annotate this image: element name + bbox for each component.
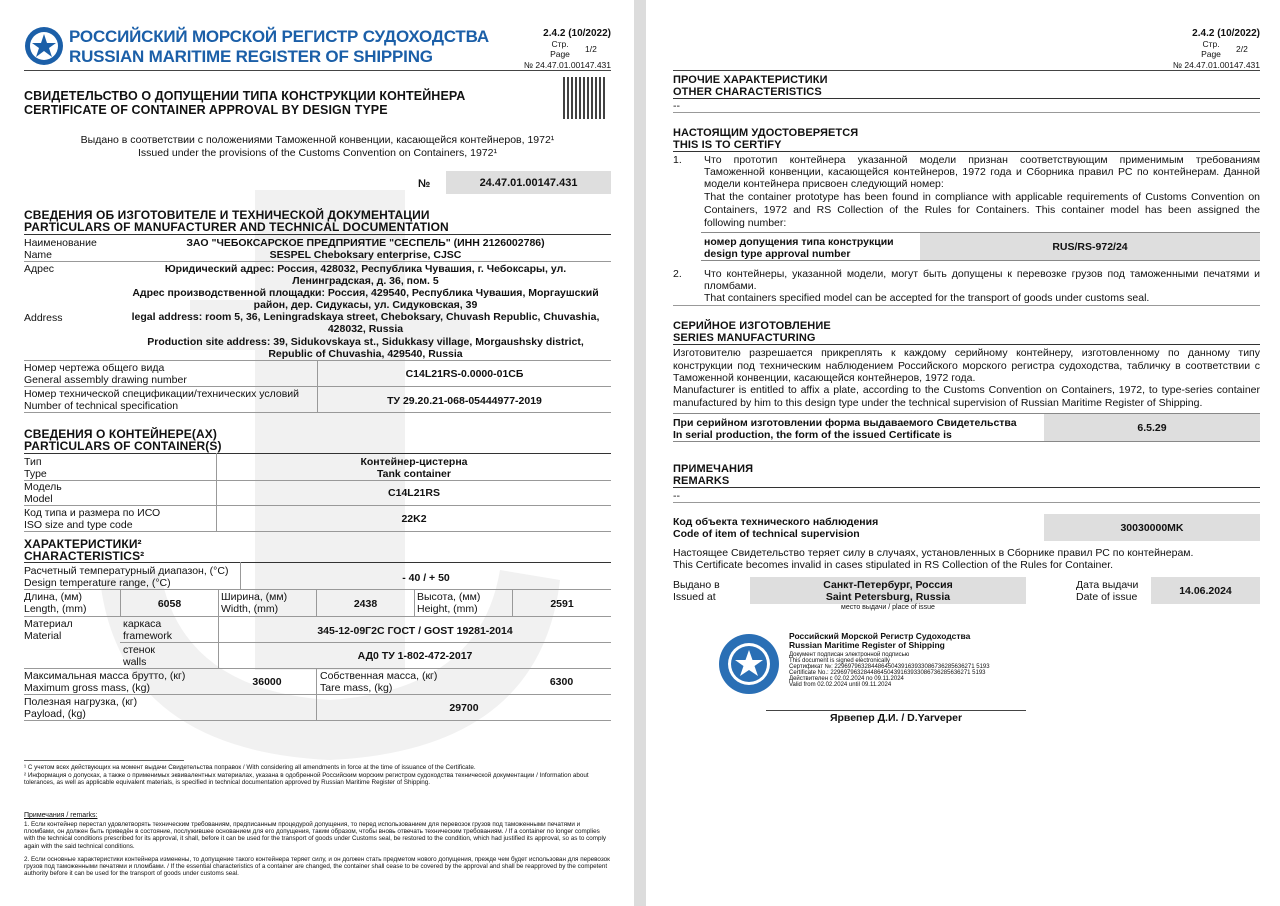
stamp-line-5: Действителен с 02.02.2024 по 09.11.2024 <box>789 676 904 682</box>
page-label-en-2: Page <box>1201 49 1221 59</box>
rs-logo-icon <box>24 26 64 66</box>
framework-label-en: framework <box>123 630 173 642</box>
length-label-ru: Длина, (мм) <box>24 591 83 603</box>
certificate-form-value: 6.5.29 <box>1137 422 1167 434</box>
manufacturer-name-ru: ЗАО "ЧЕБОКСАРСКОЕ ПРЕДПРИЯТИЕ "СЕСПЕЛЬ" (ИНН 2126002786) <box>186 237 545 249</box>
iso-value: 22K2 <box>401 513 427 525</box>
width-label-en: Width, (mm) <box>221 603 279 615</box>
number-label: № <box>418 178 431 190</box>
certificate-number: 24.47.01.00147.431 <box>479 177 578 189</box>
type-value-ru: Контейнер-цистерна <box>360 456 468 468</box>
characteristics-heading-en: CHARACTERISTICS² <box>24 549 145 563</box>
footnote-2: ² Информация о допусках, а также о применимых эквивалентных материалах, указана в одобренной Российским морским регистром судоходства технической документации / Information about tolerances, as well as applicable equivalent materials, is specified in technical documentation approved by Russian Maritime Register of Shipping. <box>24 772 589 787</box>
certify-heading-ru: НАСТОЯЩИМ УДОСТОВЕРЯЕТСЯ <box>673 127 859 139</box>
walls-label-ru: стенок <box>123 644 156 656</box>
gross-value: 36000 <box>252 676 282 688</box>
iso-label-ru: Код типа и размера по ИСО <box>24 507 161 519</box>
item-2-line-1: Что контейнеры, указанной модели, могут быть допущены к перевозке грузов под таможенными печатями и <box>704 268 1260 280</box>
item-1-line-5: Containers, 1972 and RS Collection of the Rules for Containers. This container model has been assigned the <box>704 204 1260 216</box>
stamp-line-4: Certificate No.: 229697963284486450439163933086736285636271 5193 <box>789 670 986 676</box>
item-1-line-2: Таможенной конвенции, касающейся контейнеров, 1972 года и Сборника правил РС по контейнерам. Данной <box>704 166 1260 178</box>
characteristics-heading-ru: ХАРАКТЕРИСТИКИ² <box>24 537 142 551</box>
model-label-en: Model <box>24 493 53 505</box>
drawing-number: C14L21RS-0.0000-01СБ <box>405 368 524 380</box>
gross-label-ru: Максимальная масса брутто, (кг) <box>24 670 186 682</box>
address-line-4: район, дер. Сидукасы, ул. Сидуковская, 39 <box>253 299 478 311</box>
date-label-ru: Дата выдачи <box>1076 579 1139 591</box>
spec-label-en: Number of technical specification <box>24 400 179 412</box>
form-code-2: 2.4.2 (10/2022) <box>1192 28 1260 39</box>
height-label-ru: Высота, (мм) <box>417 591 481 603</box>
issued-at-label-ru: Выдано в <box>673 579 720 591</box>
certificate-form-label-en: In serial production, the form of the issued Certificate is <box>673 429 952 441</box>
serial-heading-ru: СЕРИЙНОЕ ИЗГОТОВЛЕНИЕ <box>673 320 831 332</box>
serial-line-2: конструкции под техническим наблюдением Российского морского регистра судоходства, табличку в соответствии с <box>673 360 1260 372</box>
height-label-en: Height, (mm) <box>417 603 478 615</box>
gross-label-en: Maximum gross mass, (kg) <box>24 682 151 694</box>
width-value: 2438 <box>353 598 378 610</box>
framework-material: 345-12-09Г2С ГОСТ / GOST 19281-2014 <box>317 625 513 637</box>
address-label-ru: Адрес <box>24 263 55 275</box>
certificate-page-1 <box>0 0 634 906</box>
walls-material: АД0 ТУ 1-802-472-2017 <box>357 650 473 662</box>
remark-2: 2. Если основные характеристики контейнера изменены, то допущение такого контейнера теряет силу, и он должен стать предметом нового допущения, прежде чем будет использован для перевозок грузов под таможенными печатями и пломбами. / If the essential characteristics of a container are changed, the container shall cease to be covered by the approval and shall be reapproved by the competent authority before it can be used for the transport of goods under customs seal. <box>24 856 610 878</box>
logo-name-ru: РОССИЙСКИЙ МОРСКОЙ РЕГИСТР СУДОХОДСТВА <box>69 27 489 46</box>
payload-label-en: Payload, (kg) <box>24 708 86 720</box>
address-line-8: Republic of Chuvashia, 429540, Russia <box>268 348 463 360</box>
place-of-issue-en: Saint Petersburg, Russia <box>825 591 951 603</box>
stamp-line-3: Сертификат №: 229697963284486450439163933086736285636271 5193 <box>789 664 990 670</box>
width-label-ru: Ширина, (мм) <box>221 591 288 603</box>
address-line-5: legal address: room 5, 36, Leningradskaya street, Cheboksary, Chuvash Republic, Chuvashia, <box>131 311 600 323</box>
item-1-line-6: following number: <box>704 217 787 229</box>
model-value: C14L21RS <box>388 487 440 499</box>
drawing-label-en: General assembly drawing number <box>24 374 187 386</box>
object-code-value: 30030000MK <box>1120 522 1184 534</box>
tare-label-ru: Собственная масса, (кг) <box>320 670 438 682</box>
register-seal-icon <box>718 633 780 695</box>
approval-label-ru: номер допущения типа конструкции <box>704 236 894 248</box>
length-label-en: Length, (mm) <box>24 603 87 615</box>
material-label-en: Material <box>24 630 62 642</box>
place-of-issue-ru: Санкт-Петербург, Россия <box>823 579 953 591</box>
remarks-heading-en: REMARKS <box>673 475 730 487</box>
approval-number: RUS/RS-972/24 <box>1052 241 1128 253</box>
item-1-line-1: Что прототип контейнера указанной модели признан соответствующим применимым требованиям <box>704 154 1260 166</box>
object-code-label-en: Code of item of technical supervision <box>673 528 860 540</box>
tare-label-en: Tare mass, (kg) <box>320 682 393 694</box>
address-label-en: Address <box>24 312 63 324</box>
other-value: -- <box>673 100 680 112</box>
date-of-issue: 14.06.2024 <box>1179 585 1232 597</box>
serial-line-3: Таможенной конвенции, касающейся контейнеров, 1972 года. <box>673 372 976 384</box>
date-label-en: Date of issue <box>1076 591 1138 603</box>
other-heading-ru: ПРОЧИЕ ХАРАКТЕРИСТИКИ <box>673 74 828 86</box>
material-label-ru: Материал <box>24 618 73 630</box>
item-1-line-4: That the container prototype has been found in compliance with applicable requirements of Customs Convention on <box>704 191 1260 203</box>
certificate-title-en: CERTIFICATE OF CONTAINER APPROVAL BY DESIGN TYPE <box>24 103 388 117</box>
page-number-2: 2/2 <box>1236 44 1248 54</box>
serial-line-4: Manufacturer is entitled to affix a plate, according to the Customs Convention on Containers, 1972, to type-series container <box>673 384 1260 396</box>
address-line-3: Адрес производственной площадки: Россия, 429540, Республика Чувашия, Моргаушский <box>132 287 599 299</box>
manufacturer-heading-en: PARTICULARS OF MANUFACTURER AND TECHNICAL DOCUMENTATION <box>24 220 449 234</box>
item-1-number: 1. <box>673 154 682 166</box>
other-heading-en: OTHER CHARACTERISTICS <box>673 86 822 98</box>
type-label-ru: Тип <box>24 456 42 468</box>
certificate-title-ru: СВИДЕТЕЛЬСТВО О ДОПУЩЕНИИ ТИПА КОНСТРУКЦИИ КОНТЕЙНЕРА <box>24 89 466 103</box>
item-2-number: 2. <box>673 268 682 280</box>
signer-name: Ярвепер Д.И. / D.Yarveper <box>829 712 963 724</box>
length-value: 6058 <box>157 598 182 610</box>
stamp-line-2: This document is signed electronically <box>789 658 891 664</box>
temp-label-en: Design temperature range, (°C) <box>24 577 171 589</box>
framework-label-ru: каркаса <box>123 618 162 630</box>
item-1-line-3: модели контейнера присвоен следующий номер: <box>704 178 944 190</box>
serial-line-5: manufactured by him to this design type under the technical supervision of Russian Maritime Register of Shipping. <box>673 397 1203 409</box>
container-heading-ru: СВЕДЕНИЯ О КОНТЕЙНЕРЕ(АХ) <box>24 427 217 441</box>
stamp-line-1: Документ подписан электронной подписью <box>789 652 910 658</box>
address-line-2: Ленинградская, д. 36, пом. 5 <box>292 275 439 287</box>
issued-at-label-en: Issued at <box>673 591 716 603</box>
type-value-en: Tank container <box>377 468 451 480</box>
iso-label-en: ISO size and type code <box>24 519 133 531</box>
tare-value: 6300 <box>549 676 574 688</box>
object-code-label-ru: Код объекта технического наблюдения <box>673 516 879 528</box>
serial-heading-en: SERIES MANUFACTURING <box>673 332 816 344</box>
manufacturer-heading-ru: СВЕДЕНИЯ ОБ ИЗГОТОВИТЕЛЕ И ТЕХНИЧЕСКОЙ ДОКУМЕНТАЦИИ <box>24 208 430 222</box>
container-heading-en: PARTICULARS OF CONTAINER(S) <box>24 439 222 453</box>
item-2-line-2: пломбами. <box>704 280 757 292</box>
issued-under-en: Issued under the provisions of the Customs Convention on Containers, 1972¹ <box>138 147 497 159</box>
payload-value: 29700 <box>449 702 479 714</box>
qr-code <box>563 77 605 119</box>
height-value: 2591 <box>550 598 574 610</box>
certify-heading-en: THIS IS TO CERTIFY <box>673 139 782 151</box>
spec-number: ТУ 29.20.21-068-05444977-2019 <box>387 395 542 407</box>
drawing-label-ru: Номер чертежа общего вида <box>24 362 165 374</box>
temp-label-ru: Расчетный температурный диапазон, (°C) <box>24 565 229 577</box>
stamp-line-6: Valid from 02.02.2024 until 09.11.2024 <box>789 682 892 688</box>
serial-line-1: Изготовителю разрешается прикреплять к каждому серийному контейнеру, изготовленному по данному типу <box>673 347 1260 359</box>
payload-label-ru: Полезная нагрузка, (кг) <box>24 696 138 708</box>
name-label-en: Name <box>24 249 53 261</box>
address-line-6: 428032, Russia <box>327 323 404 335</box>
issued-under-ru: Выдано в соответствии с положениями Таможенной конвенции, касающейся контейнеров, 1972¹ <box>80 134 555 146</box>
stamp-name-en: Russian Maritime Register of Shipping <box>789 640 945 650</box>
doc-number-small: № 24.47.01.00147.431 <box>523 60 611 70</box>
model-label-ru: Модель <box>24 481 62 493</box>
page-label-ru-2: Стр. <box>1202 39 1220 49</box>
approval-label-en: design type approval number <box>704 248 851 260</box>
certificate-form-label-ru: При серийном изготовлении форма выдаваемого Свидетельства <box>673 417 1017 429</box>
temp-value: - 40 / + 50 <box>402 572 450 584</box>
form-code: 2.4.2 (10/2022) <box>543 28 611 39</box>
stamp-name-ru: Российский Морской Регистр Судоходства <box>789 631 971 641</box>
certificate-page-2 <box>646 0 1280 906</box>
spec-label-ru: Номер технической спецификации/технических условий <box>24 388 300 400</box>
invalid-note-en: This Certificate becomes invalid in cases stipulated in RS Collection of the Rules for Container. <box>673 559 1114 571</box>
page-number: 1/2 <box>585 44 597 54</box>
invalid-note-ru: Настоящее Свидетельство теряет силу в случаях, установленных в Сборнике правил РС по контейнерам. <box>673 547 1194 559</box>
page-label-en: Page <box>550 49 570 59</box>
name-label-ru: Наименование <box>24 237 97 249</box>
page-label-ru: Стр. <box>551 39 569 49</box>
type-label-en: Type <box>24 468 47 480</box>
remarks-value: -- <box>673 490 680 502</box>
walls-label-en: walls <box>123 656 147 668</box>
manufacturer-name-en: SESPEL Cheboksary enterprise, CJSC <box>269 249 462 261</box>
place-caption: место выдачи / place of issue <box>841 604 935 611</box>
doc-number-small-2: № 24.47.01.00147.431 <box>1172 60 1260 70</box>
address-line-7: Production site address: 39, Sidukovskaya st., Sidukkasy village, Morgaushsky district, <box>147 336 584 348</box>
remark-1: 1. Если контейнер перестал удовлетворять техническим требованиям, предписанным процедурой допущения, то перед использованием для перевозок грузов под таможенными печатями и пломбами, он должен быть приведён в состояние, послужившее основанием для его допущения, таким образом, чтобы вновь отвечать техническим требованиям. / If a container no longer complies with the technical conditions prescribed for its approval, it shall, before it can be used for the transport of goods under Customs seal, be restored to the condition, which had justified its approval, so as to comply again with the said technical conditions. <box>24 821 607 850</box>
item-2-line-3: That containers specified model can be accepted for the transport of goods under customs seal. <box>704 292 1150 304</box>
logo-name-en: RUSSIAN MARITIME REGISTER OF SHIPPING <box>69 47 433 66</box>
remarks-heading: Примечания / remarks: <box>24 812 98 819</box>
address-line-1: Юридический адрес: Россия, 428032, Республика Чувашия, г. Чебоксары, ул. <box>164 263 567 275</box>
footnote-1: ¹ С учетом всех действующих на момент выдачи Свидетельства поправок / With considering all amendments in force at the time of issuance of the Certificate. <box>24 764 476 771</box>
remarks-heading-ru: ПРИМЕЧАНИЯ <box>673 463 754 475</box>
